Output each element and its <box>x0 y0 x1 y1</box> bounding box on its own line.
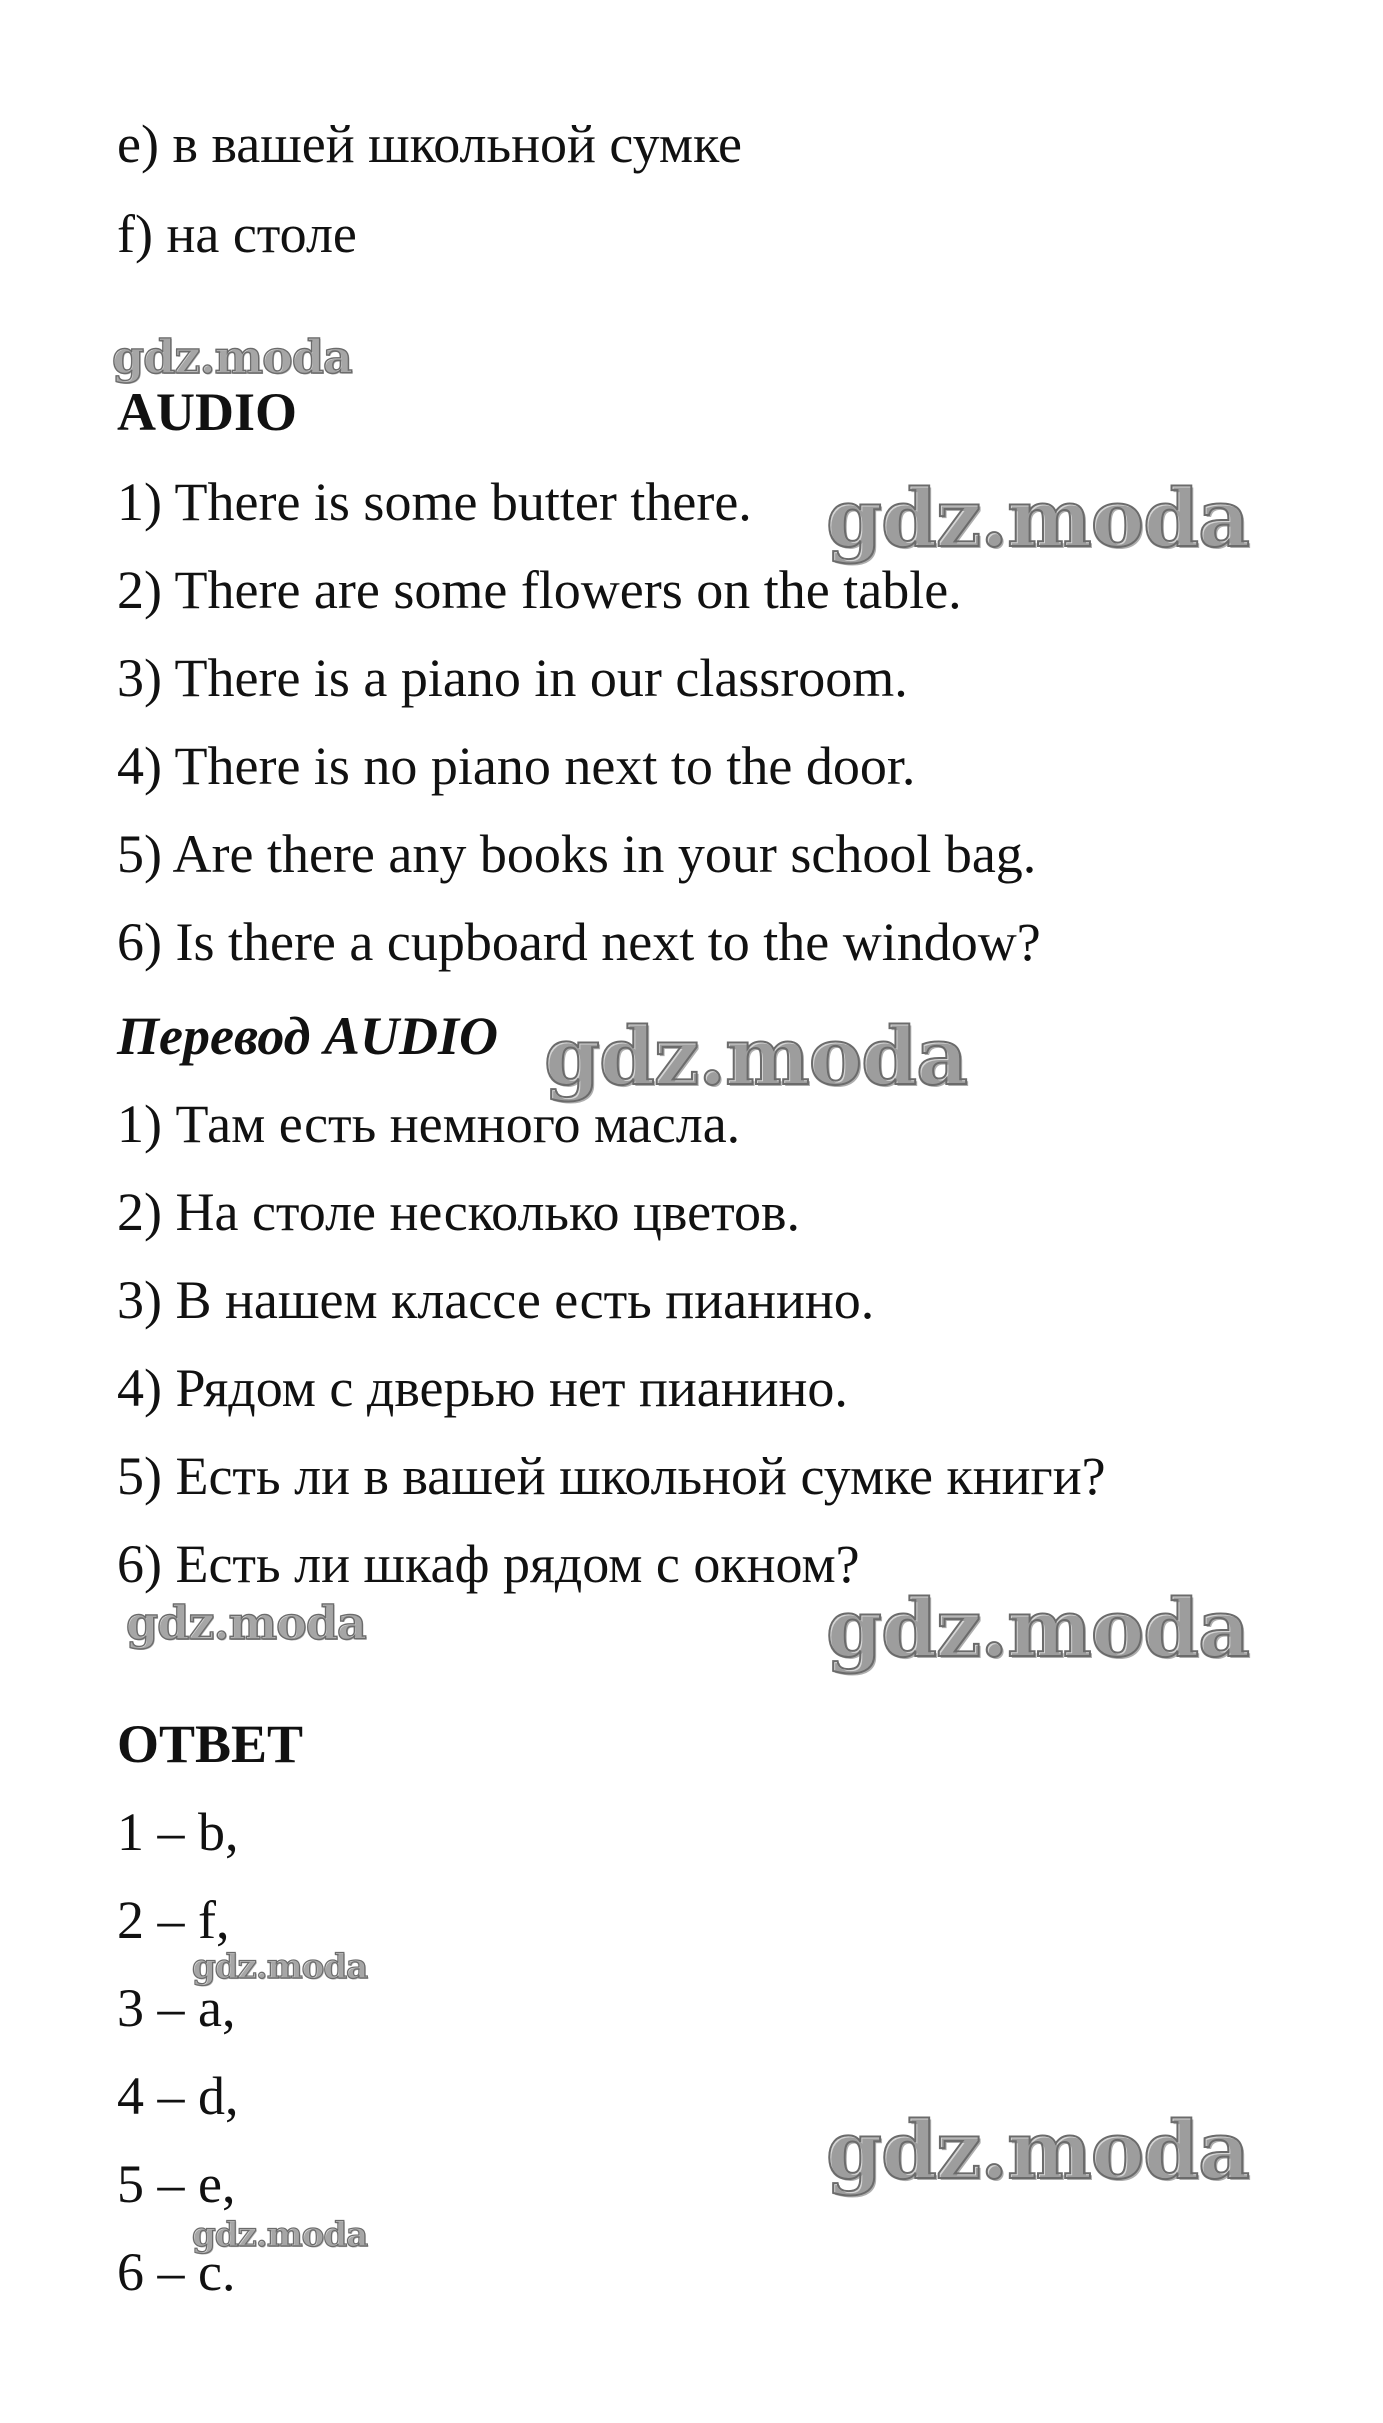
option-e: e) в вашей школьной сумке <box>117 114 742 174</box>
answer-item-1: 1 – b, <box>117 1802 239 1862</box>
translation-item-3: 3) В нашем классе есть пианино. <box>117 1270 875 1330</box>
translation-item-1: 1) Там есть немного масла. <box>117 1094 741 1154</box>
answer-heading: ОТВЕТ <box>117 1714 304 1774</box>
option-f: f) на столе <box>117 204 357 264</box>
watermark: gdz.moda <box>544 1009 967 1103</box>
translation-item-6: 6) Есть ли шкаф рядом с окном? <box>117 1534 860 1594</box>
answer-item-4: 4 – d, <box>117 2066 239 2126</box>
watermark: gdz.moda <box>826 471 1249 565</box>
answer-item-3: 3 – a, <box>117 1978 236 2038</box>
answer-item-2: 2 – f, <box>117 1890 230 1950</box>
audio-item-2: 2) There are some flowers on the table. <box>117 560 962 620</box>
translation-item-4: 4) Рядом с дверью нет пианино. <box>117 1358 848 1418</box>
watermark: gdz.moda <box>826 2103 1249 2197</box>
watermark: gdz.moda <box>192 1947 368 1987</box>
audio-item-4: 4) There is no piano next to the door. <box>117 736 916 796</box>
watermark: gdz.moda <box>192 2215 368 2255</box>
audio-heading: AUDIO <box>117 382 298 442</box>
watermark: gdz.moda <box>112 330 352 384</box>
translation-item-2: 2) На столе несколько цветов. <box>117 1182 800 1242</box>
audio-item-5: 5) Are there any books in your school bag. <box>117 824 1037 884</box>
answer-item-5: 5 – e, <box>117 2154 236 2214</box>
audio-item-1: 1) There is some butter there. <box>117 472 752 532</box>
translation-item-5: 5) Есть ли в вашей школьной сумке книги? <box>117 1446 1106 1506</box>
audio-item-6: 6) Is there a cupboard next to the window? <box>117 912 1041 972</box>
watermark: gdz.moda <box>126 1596 366 1650</box>
translation-heading: Перевод AUDIO <box>117 1006 498 1066</box>
answer-item-6: 6 – c. <box>117 2242 236 2302</box>
audio-item-3: 3) There is a piano in our classroom. <box>117 648 908 708</box>
watermark: gdz.moda <box>826 1581 1249 1675</box>
